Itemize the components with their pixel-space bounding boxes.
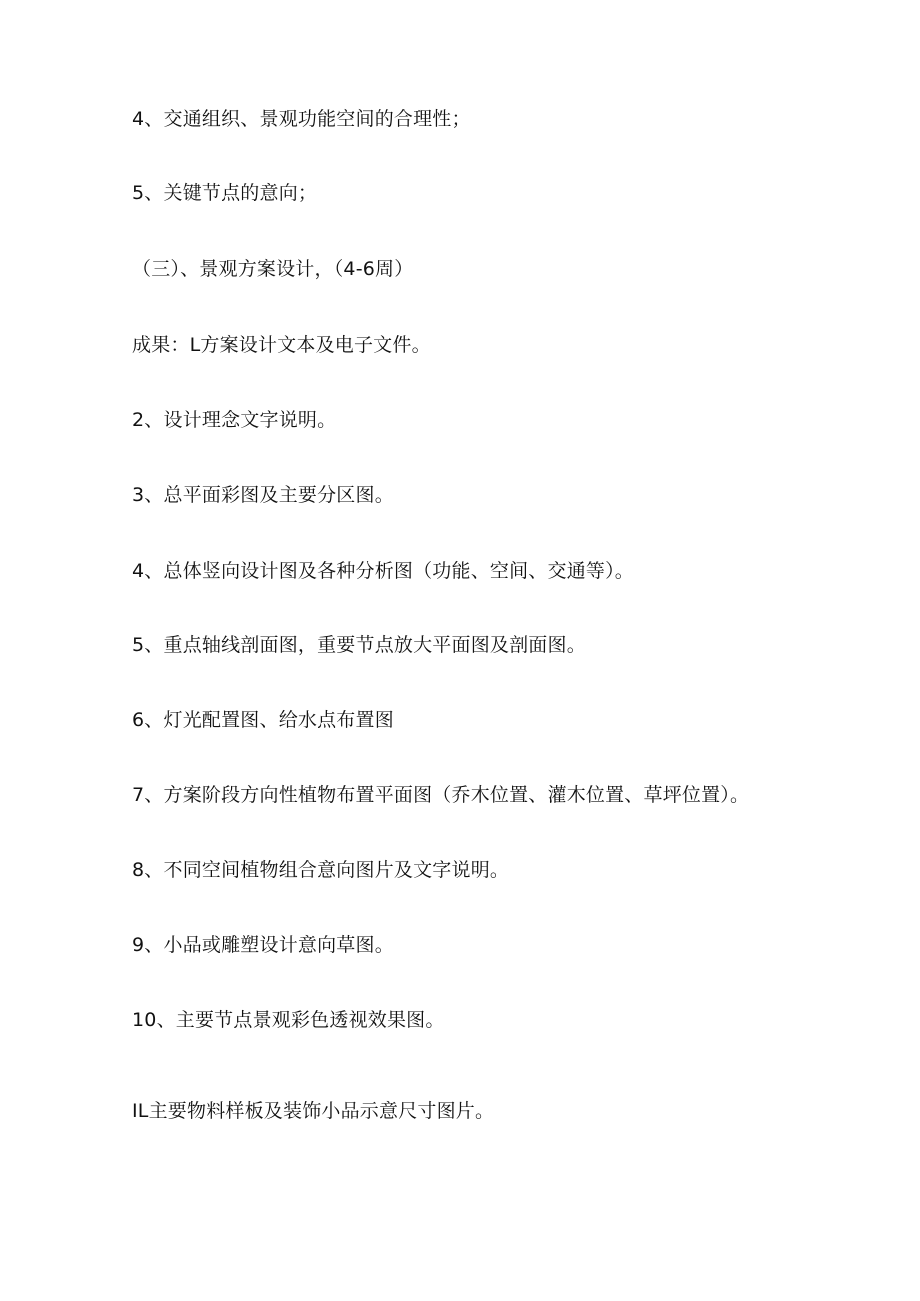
list-item-perspective-renderings: 10、主要节点景观彩色透视效果图。 xyxy=(132,1009,445,1031)
list-item-planting-plan: 7、方案阶段方向性植物布置平面图（乔木位置、灌木位置、草坪位置）。 xyxy=(132,784,750,806)
list-item-plant-combinations: 8、不同空间植物组合意向图片及文字说明。 xyxy=(132,859,510,881)
list-item-traffic-organization: 4、交通组织、景观功能空间的合理性； xyxy=(132,108,471,130)
list-item-design-concept: 2、设计理念文字说明。 xyxy=(132,409,337,431)
list-item-material-samples: IL主要物料样板及装饰小品示意尺寸图片。 xyxy=(132,1100,495,1122)
list-item-lighting-water: 6、灯光配置图、给水点布置图 xyxy=(132,709,394,731)
list-item-sculpture-sketch: 9、小品或雕塑设计意向草图。 xyxy=(132,934,394,956)
list-item-master-plan: 3、总平面彩图及主要分区图。 xyxy=(132,484,394,506)
section-heading-landscape-design: （三）、景观方案设计，（4-6周） xyxy=(132,258,414,280)
list-item-vertical-design: 4、总体竖向设计图及各种分析图（功能、空间、交通等）。 xyxy=(132,560,634,582)
deliverables-heading: 成果：L方案设计文本及电子文件。 xyxy=(132,334,431,356)
list-item-key-nodes: 5、关键节点的意向； xyxy=(132,182,318,204)
list-item-section-drawings: 5、重点轴线剖面图，重要节点放大平面图及剖面图。 xyxy=(132,634,586,656)
